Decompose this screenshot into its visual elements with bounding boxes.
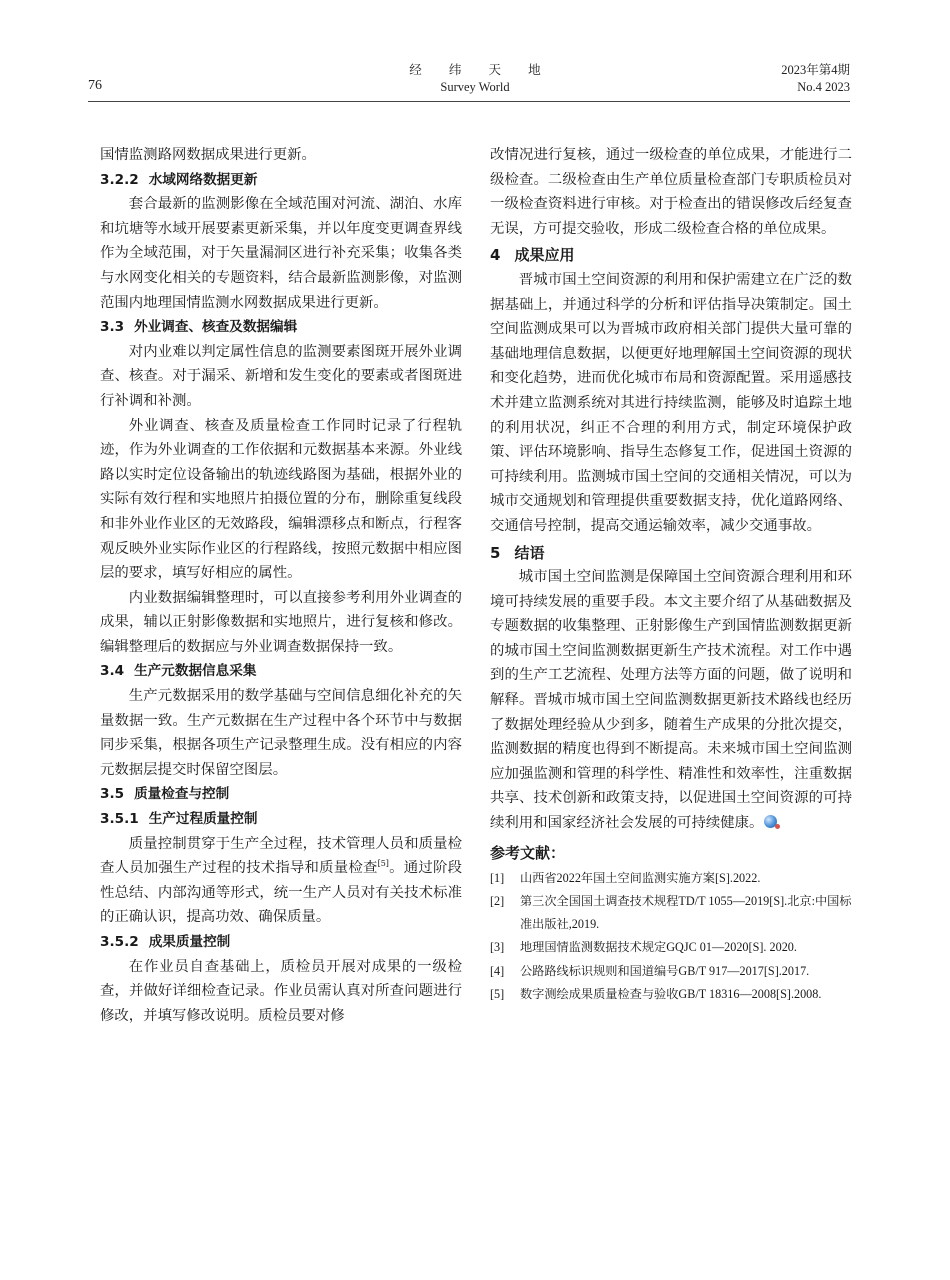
issue-en: No.4 2023 [797, 80, 850, 94]
heading-number: 3.5.1 [100, 811, 139, 828]
heading-number: 4 [490, 246, 501, 265]
heading-3-5-1 [100, 807, 462, 832]
journal-title-cn: 经 纬 天 地 [409, 63, 553, 77]
references-list [490, 867, 852, 1006]
heading-number: 3.2.2 [100, 171, 139, 188]
paragraph-text: 城市国土空间监测是保障国土空间资源合理利用和环境可持续发展的重要手段。本文主要介绍了从基础数据及专题数据的收集整理、正射影像生产到国情监测数据更新的城市国土空间监测数据更新生产技术流程。对工作中遇到的生产工艺流程、处理方法等方面的问题，做了说明和解释。晋城市城市国土空间监测数据更新技术路线也经历了数据处理经验从少到多，随着生产成果的分批次提交，监测数据的精度也得到不断提高。未来城市国土空间监测应加强监测和管理的科学性、精准性和效率性，注重数据共享、技术创新和政策支持，以促进国土空间资源的可持续利用和国家经济社会发展的可持续健康。 [490, 569, 852, 832]
heading-number: 3.5 [100, 786, 125, 803]
heading-3-2-2 [100, 168, 462, 193]
paragraph: 外业调查、核查及质量检查工作同时记录了行程轨迹，作为外业调查的工作依据和元数据基本来源。外业线路以实时定位设备输出的轨迹线路图为基础，根据外业的实际有效行程和实地照片拍摄位置的分布，删除重复线段和非外业作业区的无效路段，编辑漂移点和断点，行程客观反映外业实际作业区的行程路线，按照元数据中相应图层的要求，填写好相应的属性。 [100, 417, 462, 582]
heading-number: 3.4 [100, 663, 125, 680]
left-column [100, 143, 462, 1028]
reference-item [490, 936, 852, 959]
page-number: 76 [88, 78, 102, 93]
journal-title [375, 62, 575, 96]
reference-item [490, 867, 852, 890]
heading-3-5-2 [100, 930, 462, 955]
end-mark-icon [764, 815, 777, 828]
citation-5[interactable]: [5] [377, 859, 389, 869]
heading-number: 3.3 [100, 319, 125, 336]
heading-number: 3.5.2 [100, 934, 139, 950]
paragraph: 内业数据编辑整理时，可以直接参考利用外业调查的成果，辅以正射影像数据和实地照片，进行复核和修改。编辑整理后的数据应与外业调查数据保持一致。 [100, 589, 462, 655]
paragraph-continued: 改情况进行复核，通过一级检查的单位成果，才能进行二级检查。二级检查由生产单位质量检查部门专职质检员对一级检查资料进行审核。对于检查出的错误修改后经复查无误，方可提交验收，形成二级检查合格的单位成果。 [490, 147, 852, 237]
reference-text: 地理国情监测数据技术规定GQJC 01—2020[S]. 2020. [520, 940, 797, 955]
reference-text: 数字测绘成果质量检查与验收GB/T 18316—2008[S].2008. [520, 987, 822, 1002]
heading-4 [490, 243, 852, 268]
header-rule [88, 101, 850, 102]
reference-number: [5] [490, 987, 505, 1002]
right-column [490, 143, 852, 1006]
heading-title: 结语 [514, 543, 545, 562]
paragraph-text: 质量控制贯穿于生产全过程，技术管理人员和质量检查人员加强生产过程的技术指导和质量检查 [100, 835, 462, 877]
heading-title: 生产过程质量控制 [148, 811, 258, 828]
journal-title-en: Survey World [440, 80, 510, 94]
issue-cn: 2023年第4期 [781, 63, 850, 77]
paragraph-text: 。通过阶段性总结、内部沟通等形式，统一生产人员对有关技术标准的正确认识，提高功效、确保质量。 [100, 860, 462, 926]
references-title: 参考文献： [490, 843, 566, 862]
reference-text: 第三次全国国土调查技术规程TD/T 1055—2019[S].北京:中国标准出版社,2019. [520, 894, 852, 931]
reference-item [490, 960, 852, 983]
paragraph: 生产元数据采用的数学基础与空间信息细化补充的矢量数据一致。生产元数据在生产过程中各个环节中与数据同步采集，根据各项生产记录整理生成。没有相应的内容元数据层提交时保留空图层。 [100, 688, 462, 778]
reference-number: [4] [490, 963, 505, 978]
reference-item [490, 983, 852, 1006]
heading-title: 成果质量控制 [148, 934, 231, 950]
paragraph [490, 565, 852, 836]
reference-number: [2] [490, 894, 505, 909]
paragraph [100, 832, 462, 930]
heading-3-4 [100, 659, 462, 684]
heading-title: 质量检查与控制 [134, 786, 230, 803]
issue-info [720, 62, 850, 96]
paragraph: 套合最新的监测影像在全域范围对河流、湖泊、水库和坑塘等水域开展要素更新采集，并以年度变更调查界线作为全域范围，对于矢量漏洞区进行补充采集；收集各类与水网变化相关的专题资料，结合最新监测影像，对监测范围内地理国情监测水网数据成果进行更新。 [100, 196, 462, 311]
reference-item [490, 890, 852, 935]
heading-title: 成果应用 [514, 246, 575, 265]
reference-text: 公路路线标识规则和国道编号GB/T 917—2017[S].2017. [520, 963, 810, 978]
heading-5 [490, 541, 852, 566]
heading-number: 5 [490, 543, 501, 562]
heading-title: 生产元数据信息采集 [134, 663, 257, 680]
heading-title: 外业调查、核查及数据编辑 [134, 319, 298, 336]
heading-3-3 [100, 315, 462, 340]
paragraph: 对内业难以判定属性信息的监测要素图斑开展外业调查、核查。对于漏采、新增和发生变化的要素或者图斑进行补调和补测。 [100, 343, 462, 409]
heading-3-5 [100, 782, 462, 807]
reference-number: [1] [490, 870, 505, 885]
reference-number: [3] [490, 940, 505, 955]
heading-title: 水域网络数据更新 [148, 171, 258, 188]
reference-text: 山西省2022年国土空间监测实施方案[S].2022. [520, 870, 761, 885]
paragraph: 晋城市国土空间资源的利用和保护需建立在广泛的数据基础上，并通过科学的分析和评估指导决策制定。国土空间监测成果可以为晋城市政府相关部门提供大量可靠的基础地理信息数据，以便更好地理解国土空间资源的现状和变化趋势，进而优化城市布局和资源配置。采用遥感技术并建立监测系统对其进行持续监测，能够及时追踪土地的利用状况，纠正不合理的利用方式，制定环境保护政策、评估环境影响、指导生态修复工作，促进国土资源的可持续利用。监测城市国土空间的交通相关情况，可以为城市交通规划和管理提供重要数据支持，优化道路网络、交通信号控制，提高交通运输效率，减少交通事故。 [490, 271, 852, 534]
paragraph-continued: 国情监测路网数据成果进行更新。 [100, 147, 316, 163]
paragraph: 在作业员自查基础上，质检员开展对成果的一级检查，并做好详细检查记录。作业员需认真对所查问题进行修改，并填写修改说明。质检员要对修 [100, 958, 462, 1024]
